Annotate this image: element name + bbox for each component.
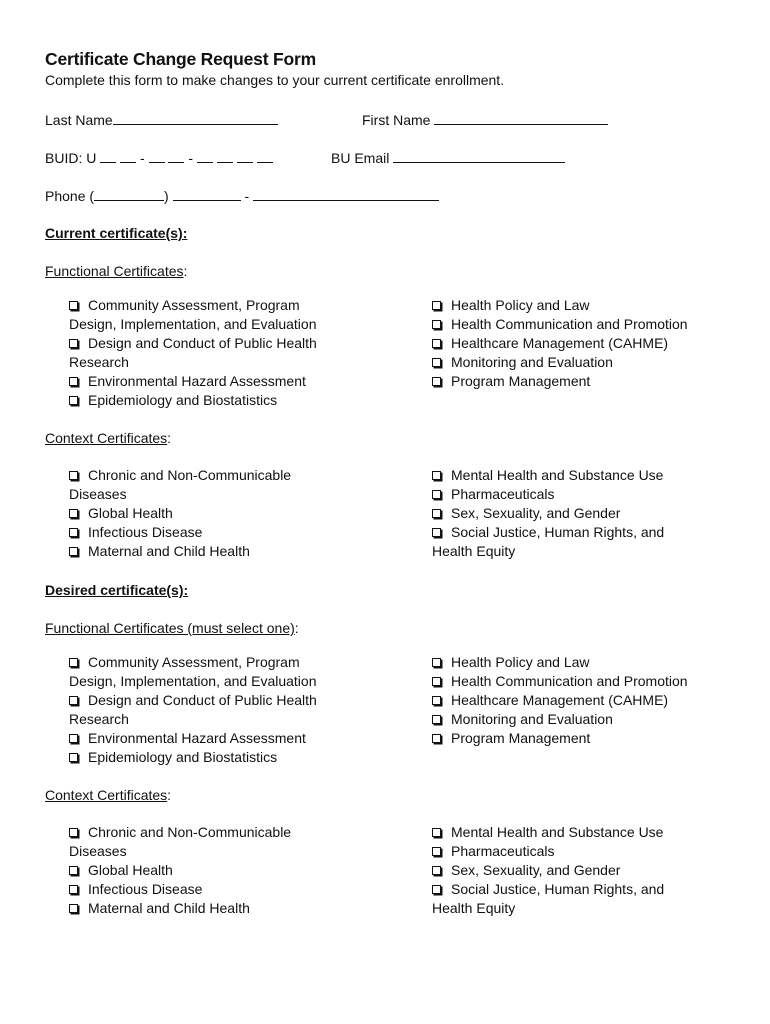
option-label: Health Communication and Promotion: [451, 673, 688, 689]
checkbox-icon[interactable]: [69, 828, 78, 837]
option-label: Design and Conduct of Public Health: [88, 692, 317, 708]
option-label: Epidemiology and Biostatistics: [88, 749, 278, 765]
form-subtitle: Complete this form to make changes to your current certificate enrollment.: [45, 72, 505, 88]
phone-prefix-input[interactable]: [173, 187, 241, 201]
current-functional-left-list: [69, 296, 317, 410]
checkbox-icon[interactable]: [432, 509, 441, 518]
option-label: Monitoring and Evaluation: [451, 711, 613, 727]
buid-dash-2: -: [188, 150, 194, 166]
option-wrap-line: Research: [69, 711, 129, 727]
option-label: Global Health: [88, 862, 173, 878]
option-label: Pharmaceuticals: [451, 486, 555, 502]
option-label: Health Communication and Promotion: [451, 316, 688, 332]
option-label: Maternal and Child Health: [88, 900, 250, 916]
option-label: Mental Health and Substance Use: [451, 467, 664, 483]
checkbox-icon[interactable]: [69, 734, 78, 743]
checkbox-icon[interactable]: [432, 528, 441, 537]
desired-functional-right-option[interactable]: [432, 653, 688, 672]
desired-context-right-option[interactable]: [432, 823, 664, 842]
last-name-field[interactable]: [45, 111, 278, 128]
checkbox-icon[interactable]: [432, 471, 441, 480]
checkbox-icon[interactable]: [69, 866, 78, 875]
current-functional-right-option[interactable]: [432, 296, 688, 315]
current-context-left-option[interactable]: [69, 523, 291, 542]
current-functional-right-option[interactable]: [432, 315, 688, 334]
current-functional-right-option[interactable]: [432, 372, 688, 391]
option-wrap-line: Research: [69, 354, 129, 370]
current-functional-left-option[interactable]: [69, 334, 317, 353]
current-functional-right-option[interactable]: [432, 334, 688, 353]
checkbox-icon[interactable]: [69, 301, 78, 310]
option-label: Health Policy and Law: [451, 654, 590, 670]
option-label: Health Policy and Law: [451, 297, 590, 313]
option-label: Mental Health and Substance Use: [451, 824, 664, 840]
desired-functional-left-option[interactable]: [69, 729, 317, 748]
bu-email-label: BU Email: [331, 150, 390, 166]
option-label: Epidemiology and Biostatistics: [88, 392, 278, 408]
current-context-heading: Context Certificates:: [45, 430, 172, 446]
bu-email-input[interactable]: [393, 149, 565, 163]
option-label: Global Health: [88, 505, 173, 521]
phone-field[interactable]: [45, 187, 439, 204]
last-name-label: Last Name: [45, 112, 113, 128]
current-functional-left-option[interactable]: [69, 372, 317, 391]
option-wrap-line: Design, Implementation, and Evaluation: [69, 673, 317, 689]
desired-context-left-option[interactable]: [69, 823, 291, 842]
checkbox-icon[interactable]: [432, 885, 441, 894]
first-name-input[interactable]: [434, 111, 608, 125]
option-label: Monitoring and Evaluation: [451, 354, 613, 370]
current-context-right-option[interactable]: [432, 485, 664, 504]
buid-digit-5[interactable]: [197, 149, 213, 163]
option-label: Chronic and Non-Communicable: [88, 467, 292, 483]
checkbox-icon[interactable]: [432, 734, 441, 743]
option-label: Program Management: [451, 373, 591, 389]
checkbox-icon[interactable]: [432, 358, 441, 367]
first-name-label: First Name: [362, 112, 431, 128]
option-label: Sex, Sexuality, and Gender: [451, 505, 621, 521]
checkbox-icon[interactable]: [69, 658, 78, 667]
current-context-left-option[interactable]: [69, 466, 291, 485]
checkbox-icon[interactable]: [69, 885, 78, 894]
phone-close-paren: ): [164, 188, 169, 204]
desired-functional-left-option[interactable]: [69, 691, 317, 710]
checkbox-icon[interactable]: [69, 471, 78, 480]
desired-context-right-option[interactable]: [432, 842, 664, 861]
desired-functional-heading-text: Functional Certificates (must select one): [45, 620, 295, 636]
buid-digit-7[interactable]: [237, 149, 253, 163]
checkbox-icon[interactable]: [432, 490, 441, 499]
desired-functional-heading: Functional Certificates (must select one):: [45, 620, 299, 636]
phone-dash: -: [244, 188, 250, 204]
desired-functional-right-option[interactable]: [432, 710, 688, 729]
current-functional-left-option[interactable]: [69, 391, 317, 410]
checkbox-icon[interactable]: [432, 847, 441, 856]
option-label: Healthcare Management (CAHME): [451, 335, 669, 351]
last-name-input[interactable]: [113, 111, 278, 125]
desired-functional-left-option[interactable]: [69, 748, 317, 767]
buid-digit-8[interactable]: [257, 149, 273, 163]
option-label: Community Assessment, Program: [88, 297, 300, 313]
option-label: Social Justice, Human Rights, and: [451, 881, 665, 897]
desired-context-left-option[interactable]: [69, 899, 291, 918]
option-label: Social Justice, Human Rights, and: [451, 524, 665, 540]
desired-functional-right-option[interactable]: [432, 672, 688, 691]
desired-context-heading-text: Context Certificates: [45, 787, 168, 803]
option-wrap-line: Diseases: [69, 843, 127, 859]
buid-dash-1: -: [140, 150, 145, 166]
checkbox-icon[interactable]: [69, 528, 78, 537]
current-functional-right-option[interactable]: [432, 353, 688, 372]
current-functional-heading-text: Functional Certificates: [45, 263, 184, 279]
desired-functional-left-option[interactable]: [69, 653, 317, 672]
current-context-left-option[interactable]: [69, 504, 291, 523]
buid-digit-2[interactable]: [120, 149, 136, 163]
checkbox-icon[interactable]: [69, 377, 78, 386]
current-certificates-heading: Current certificate(s):: [45, 225, 188, 241]
form-title: Certificate Change Request Form: [45, 49, 316, 69]
checkbox-icon[interactable]: [69, 753, 78, 762]
desired-functional-right-option[interactable]: [432, 691, 688, 710]
current-context-right-option[interactable]: [432, 523, 664, 542]
desired-context-heading: Context Certificates:: [45, 787, 172, 803]
checkbox-icon[interactable]: [69, 547, 78, 556]
desired-context-right-option[interactable]: [432, 880, 664, 899]
option-label: Sex, Sexuality, and Gender: [451, 862, 621, 878]
option-wrap-line: Health Equity: [432, 900, 516, 916]
buid-digit-4[interactable]: [168, 149, 184, 163]
option-wrap-line: Diseases: [69, 486, 127, 502]
current-context-right-list: [432, 466, 664, 561]
option-wrap-line: Design, Implementation, and Evaluation: [69, 316, 317, 332]
desired-certificates-heading: Desired certificate(s):: [45, 582, 189, 598]
checkbox-icon[interactable]: [69, 396, 78, 405]
current-functional-left-option[interactable]: [69, 296, 317, 315]
phone-area-code-input[interactable]: [94, 187, 164, 201]
checkbox-icon[interactable]: [432, 866, 441, 875]
desired-context-right-option[interactable]: [432, 861, 664, 880]
desired-context-left-option[interactable]: [69, 880, 291, 899]
current-context-right-option[interactable]: [432, 466, 664, 485]
desired-context-right-list: [432, 823, 664, 918]
checkbox-icon[interactable]: [432, 828, 441, 837]
option-label: Environmental Hazard Assessment: [88, 730, 306, 746]
checkbox-icon[interactable]: [432, 658, 441, 667]
option-label: Design and Conduct of Public Health: [88, 335, 317, 351]
option-label: Environmental Hazard Assessment: [88, 373, 306, 389]
buid-field[interactable]: [45, 149, 273, 166]
current-functional-heading: Functional Certificates:: [45, 263, 188, 279]
option-label: Infectious Disease: [88, 881, 203, 897]
desired-functional-left-list: [69, 653, 317, 767]
current-context-left-list: [69, 466, 291, 561]
checkbox-icon[interactable]: [432, 377, 441, 386]
current-functional-right-list: [432, 296, 688, 391]
option-label: Infectious Disease: [88, 524, 203, 540]
desired-functional-right-list: [432, 653, 688, 748]
checkbox-icon[interactable]: [432, 339, 441, 348]
option-label: Pharmaceuticals: [451, 843, 555, 859]
option-label: Healthcare Management (CAHME): [451, 692, 669, 708]
checkbox-icon[interactable]: [432, 696, 441, 705]
buid-label: BUID: U: [45, 150, 97, 166]
buid-digit-6[interactable]: [217, 149, 233, 163]
option-wrap-line: Health Equity: [432, 543, 516, 559]
buid-digit-3[interactable]: [149, 149, 165, 163]
bu-email-field[interactable]: [331, 149, 565, 166]
checkbox-icon[interactable]: [432, 320, 441, 329]
phone-label: Phone (: [45, 188, 95, 204]
checkbox-icon[interactable]: [69, 696, 78, 705]
checkbox-icon[interactable]: [69, 339, 78, 348]
checkbox-icon[interactable]: [69, 904, 78, 913]
option-label: Program Management: [451, 730, 591, 746]
option-label: Maternal and Child Health: [88, 543, 250, 559]
first-name-field[interactable]: [362, 111, 608, 128]
option-label: Community Assessment, Program: [88, 654, 300, 670]
checkbox-icon[interactable]: [432, 715, 441, 724]
buid-digit-1[interactable]: [100, 149, 116, 163]
checkbox-icon[interactable]: [69, 509, 78, 518]
desired-functional-right-option[interactable]: [432, 729, 688, 748]
checkbox-icon[interactable]: [432, 301, 441, 310]
current-context-heading-text: Context Certificates: [45, 430, 168, 446]
current-context-left-option[interactable]: [69, 542, 291, 561]
option-label: Chronic and Non-Communicable: [88, 824, 292, 840]
current-context-right-option[interactable]: [432, 504, 664, 523]
phone-line-input[interactable]: [253, 187, 439, 201]
desired-context-left-list: [69, 823, 291, 918]
desired-context-left-option[interactable]: [69, 861, 291, 880]
checkbox-icon[interactable]: [432, 677, 441, 686]
